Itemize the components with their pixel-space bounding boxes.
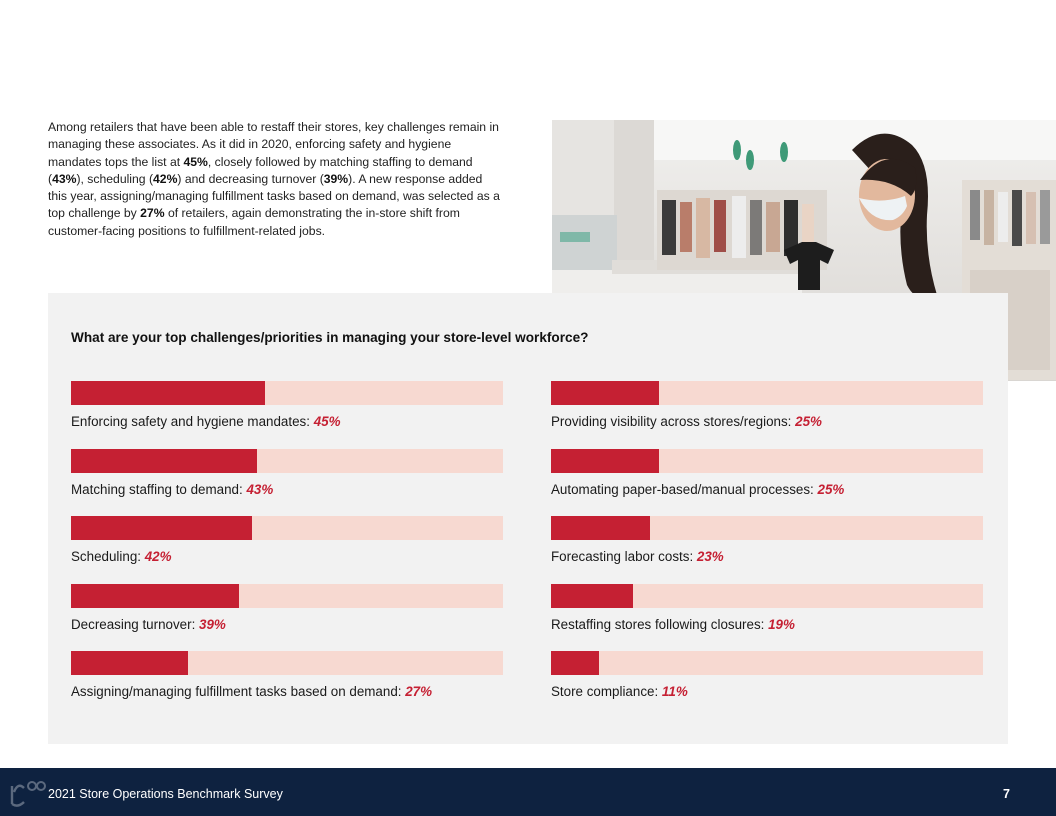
bar-label: Restaffing stores following closures: 19% (551, 616, 795, 632)
bar-value-label: 42% (144, 549, 172, 564)
bar-category: Scheduling (71, 549, 138, 564)
survey-chart-panel (48, 293, 1008, 744)
bar-track (71, 449, 503, 473)
bar-fill (551, 651, 599, 675)
bar-fill (551, 449, 659, 473)
bar-value-label: 43% (246, 481, 274, 497)
bar-fill (551, 584, 633, 608)
bar-fill (551, 381, 659, 405)
bar-item (551, 584, 983, 632)
bar-track (71, 584, 503, 608)
intro-text: Among retailers that have been able to restaff their stores, key challenges remain in managing these associates. As it did in 2020, enforcing safety and hygiene mandates tops the list at (48, 120, 499, 169)
bar-track (71, 516, 503, 540)
intro-text: ). A new response added this year, assigning/managing fulfillment tasks based on demand, was selected as a top challenge by (48, 171, 500, 221)
bar-fill (71, 449, 257, 473)
bar-category: Restaffing stores following closures (551, 616, 761, 632)
bar-label: Automating paper-based/manual processes: 25% (551, 481, 845, 497)
intro-stat: 39% (323, 171, 349, 186)
bar-track (551, 381, 983, 405)
intro-text: ) and decreasing turnover ( (177, 171, 324, 186)
intro-text: of retailers, again demonstrating the in-store shift from customer-facing positions to fulfillment-related jobs. (48, 206, 460, 238)
intro-paragraph (48, 119, 500, 240)
bar-category: Matching staffing to demand (71, 481, 239, 497)
bar-item (551, 381, 983, 429)
bar-track (71, 651, 503, 675)
bar-track (551, 651, 983, 675)
bar-item (71, 449, 503, 497)
bar-fill (71, 516, 252, 540)
bar-label: Store compliance: 11% (551, 684, 688, 699)
bar-item (71, 516, 503, 564)
bar-fill (551, 516, 650, 540)
intro-stat: 42% (153, 171, 178, 186)
bar-value-label: 19% (768, 616, 795, 632)
bar-item (71, 381, 503, 429)
bar-label: Providing visibility across stores/regions: 25% (551, 414, 822, 429)
bar-label: Scheduling: 42% (71, 549, 172, 564)
bar-fill (71, 381, 265, 405)
bar-label: Assigning/managing fulfillment tasks based on demand: 27% (71, 684, 433, 699)
bar-value-label: 23% (696, 549, 724, 564)
intro-stat: 43% (52, 171, 77, 186)
intro-text: , closely followed by matching staffing to demand ( (48, 154, 473, 186)
bar-item (551, 651, 983, 699)
bar-label: Enforcing safety and hygiene mandates: 45% (71, 414, 341, 429)
intro-stat: 27% (140, 206, 165, 221)
bar-value-label: 11% (661, 684, 688, 699)
bar-category: Providing visibility across stores/regions (551, 414, 788, 429)
bar-track (551, 449, 983, 473)
bar-label: Forecasting labor costs: 23% (551, 549, 724, 564)
bar-value-label: 27% (405, 684, 433, 699)
bar-item (551, 516, 983, 564)
bar-category: Assigning/managing fulfillment tasks based on demand (71, 684, 398, 699)
bar-item (71, 584, 503, 632)
footer-title: 2021 Store Operations Benchmark Survey (48, 787, 283, 801)
bar-fill (71, 651, 188, 675)
bar-item (551, 449, 983, 497)
bar-value-label: 39% (199, 616, 226, 632)
page-footer (0, 768, 1056, 816)
bar-category: Enforcing safety and hygiene mandates (71, 414, 307, 429)
bar-value-label: 25% (817, 481, 845, 497)
bar-label: Matching staffing to demand: 43% (71, 481, 274, 497)
page-number: 7 (1003, 787, 1010, 801)
bar-track (551, 584, 983, 608)
chart-question: What are your top challenges/priorities in managing your store-level workforce? (71, 330, 589, 345)
intro-stat: 45% (183, 154, 208, 169)
bar-category: Forecasting labor costs (551, 549, 690, 564)
bar-fill (71, 584, 239, 608)
bar-value-label: 25% (795, 414, 822, 429)
intro-text: ), scheduling ( (76, 171, 154, 186)
bar-category: Automating paper-based/manual processes (551, 481, 811, 497)
bar-category: Decreasing turnover (71, 616, 192, 632)
bar-track (551, 516, 983, 540)
bar-item (71, 651, 503, 699)
bar-track (71, 381, 503, 405)
bar-label: Decreasing turnover: 39% (71, 616, 226, 632)
bar-category: Store compliance (551, 684, 655, 699)
bar-value-label: 45% (313, 414, 341, 429)
